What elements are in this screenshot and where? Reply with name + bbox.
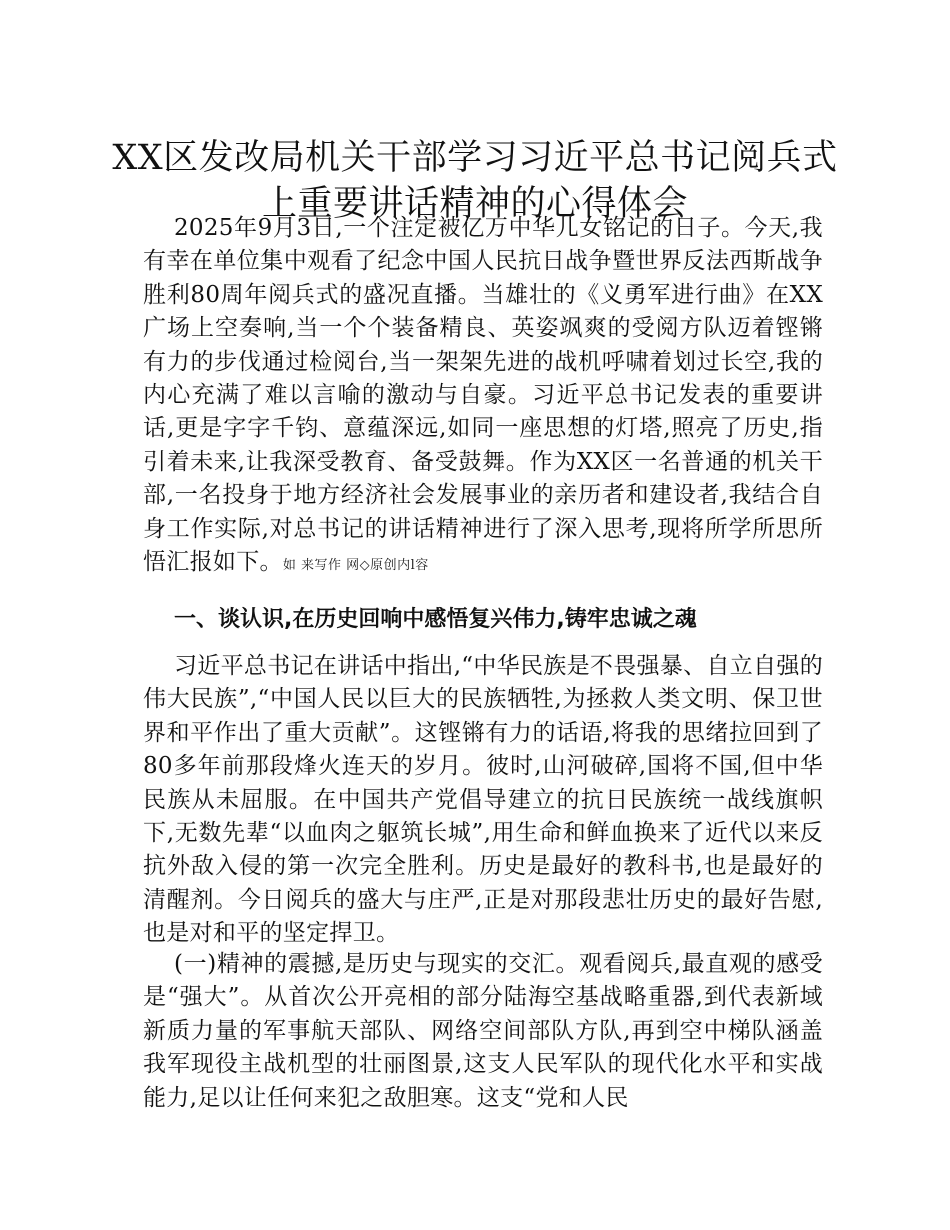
intro-paragraph-text: 2025年9月3日,一个注定被亿万中华儿女铭记的日子。今天,我有幸在单位集中观看了纪念中国人民抗日战争暨世界反法西斯战争胜利80周年阅兵式的盛况直播。当雄壮的《义勇军进行曲》在XX广场上空奏响,当一个个装备精良、英姿飒爽的受阅方队迈着铿锵有力的步伐通过检阅台,当一架架先进的战机呼啸着划过长空,我的内心充满了难以言喻的激动与自豪。习近平总书记发表的重要讲话,更是字字千钧、意蕴深远,如同一座思想的灯塔,照亮了历史,指引着未来,让我深受教育、备受鼓舞。作为XX区一名普通的机关干部,一名投身于地方经济社会发展事业的亲历者和建设者,我结合自身工作实际,对总书记的讲话精神进行了深入思考,现将所学所思所悟汇报如下。 (143, 215, 823, 576)
document-title-line-2: 上重要讲话精神的心得体会 (261, 184, 688, 225)
document-title-line-1: XX区发改局机关干部学习习近平总书记阅兵式 (112, 138, 838, 179)
subsection-1-paragraph: (一)精神的震撼,是历史与现实的交汇。观看阅兵,最直观的感受是“强大”。从首次公开亮相的部分陆海空基战略重器,到代表新域新质力量的军事航天部队、网络空间部队方队,再到空中梯队涵盖我军现役主战机型的壮丽图景,这支人民军队的现代化水平和实战能力,足以让任何来犯之敌胆寒。这支“党和人民 (143, 951, 823, 1111)
section-1-heading: 一、谈认识,在历史回响中感悟复兴伟力,铸牢忠诚之魂 (174, 607, 697, 632)
watermark-text: 如 来写作 网◇原创内l容 (282, 558, 429, 574)
intro-paragraph (143, 212, 823, 582)
section-1-paragraph: 习近平总书记在讲话中指出,“中华民族是不畏强暴、自立自强的伟大民族”,“中国人民以巨大的民族牺牲,为拯救人类文明、保卫世界和平作出了重大贡献”。这铿锵有力的话语,将我的思绪拉回到了80多年前那段烽火连天的岁月。彼时,山河破碎,国将不国,但中华民族从未屈服。在中国共产党倡导建立的抗日民族统一战线旗帜下,无数先辈“以血肉之躯筑长城”,用生命和鲜血换来了近代以来反抗外敌入侵的第一次完全胜利。历史是最好的教科书,也是最好的清醒剂。今日阅兵的盛大与庄严,正是对那段悲壮历史的最好告慰,也是对和平的坚定捍卫。 (143, 653, 823, 947)
